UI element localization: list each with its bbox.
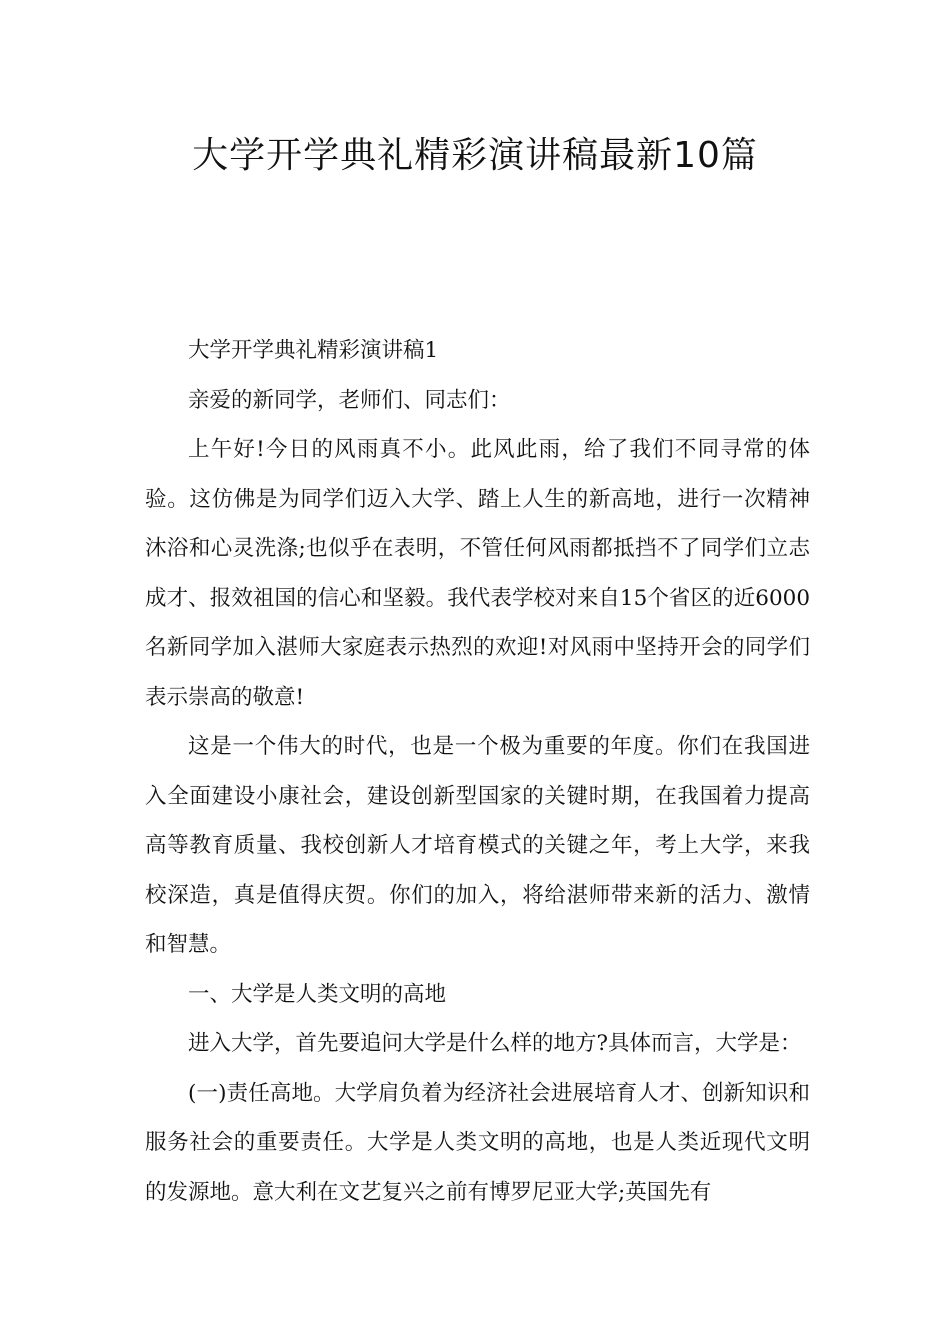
salutation: 亲爱的新同学，老师们、同志们： bbox=[188, 387, 511, 413]
section-heading: 大学开学典礼精彩演讲稿1 bbox=[188, 338, 439, 363]
paragraph: 上午好!今日的风雨真不小。此风此雨，给了我们不同寻常的体验。这仿佛是为同学们迈入大学、踏上人生的新高地，进行一次精神沐浴和心灵洗涤;也似乎在表明，不管任何风雨都抵挡不了同学们立志成才、报效祖国的信心和坚毅。我代表学校对来自15个省区的近6000名新同学加入湛师大家庭表示热烈的欢迎!对风雨中坚持开会的同学们表示崇高的敬意! bbox=[145, 437, 810, 710]
document-title: 大学开学典礼精彩演讲稿最新10篇 bbox=[192, 135, 758, 176]
document-body bbox=[145, 326, 810, 1217]
section-heading: 一、大学是人类文明的高地 bbox=[188, 981, 447, 1007]
paragraph: 进入大学，首先要追问大学是什么样的地方?具体而言，大学是： bbox=[188, 1031, 802, 1056]
paragraph: (一)责任高地。大学肩负着为经济社会进展培育人才、创新知识和服务社会的重要责任。大学是人类文明的高地，也是人类近现代文明的发源地。意大利在文艺复兴之前有博罗尼亚大学;英国先有 bbox=[145, 1080, 810, 1205]
paragraph: 这是一个伟大的时代，也是一个极为重要的年度。你们在我国进入全面建设小康社会，建设创新型国家的关键时期，在我国着力提高高等教育质量、我校创新人才培育模式的关键之年，考上大学，来我校深造，真是值得庆贺。你们的加入，将给湛师带来新的活力、激情和智慧。 bbox=[145, 734, 810, 957]
